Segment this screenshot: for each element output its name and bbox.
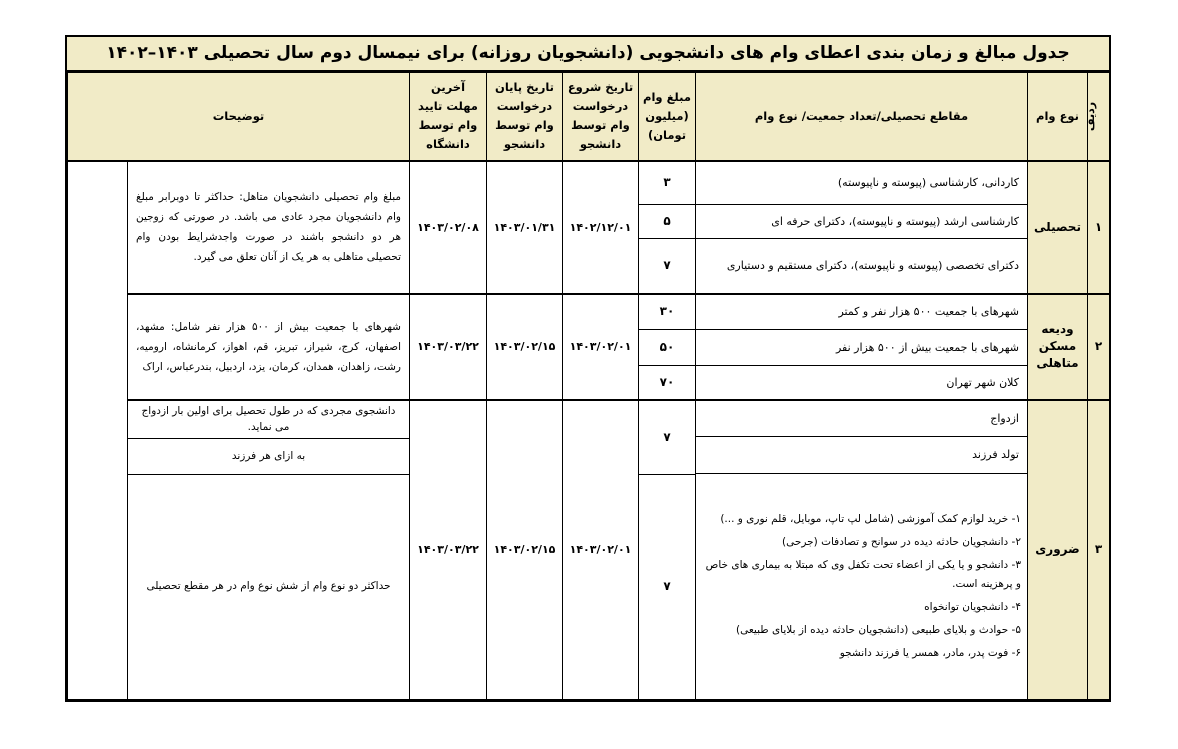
section-marriage: ازدواج (696, 401, 1027, 437)
list-item: ۲- دانشجویان حادثه دیده در سوانح و تصادفات (جرحی) (782, 535, 1021, 548)
start-date-cell: ۱۴۰۳/۰۲/۰۱ (563, 400, 639, 700)
table-row (68, 400, 1110, 700)
header-amount: مبلغ وام (میلیون تومان) (639, 73, 696, 161)
amount-cell: ۵ (639, 205, 696, 239)
emergency-list (696, 474, 1027, 699)
amount-cell: ۷۰ (639, 366, 696, 400)
list-item: ۳- دانشجو و یا یکی از اعضاء تحت تکفل وی که مبتلا به بیماری های خاص و پرهزینه است. (705, 558, 1021, 590)
section-cell: شهرهای با جمعیت ۵۰۰ هزار نفر و کمتر (696, 294, 1028, 330)
section-cell: دکترای تخصصی (پیوسته و ناپیوسته)، دکترای مستقیم و دستیاری (696, 239, 1028, 294)
note-cell: مبلغ وام تحصیلی دانشجویان متاهل: حداکثر تا دوبرابر مبلغ وام دانشجویان مجرد عادی می باشد. در صورتی که زوجین هر دو دانشجو باشند در صورت واجدشرایط بودن وام تحصیلی متاهلی به هر یک از آنان تعلق می گیرد. (128, 161, 410, 294)
loan-type-cell: تحصیلی (1028, 161, 1088, 294)
header-loan-type: نوع وام (1028, 73, 1088, 161)
emergency-amount-cell (639, 400, 696, 700)
list-item: ۴- دانشجویان توانخواه (924, 600, 1021, 613)
loan-table (67, 72, 1110, 700)
list-item: ۵- حوادث و بلایای طبیعی (دانشجویان حادثه دیده از بلایای طبیعی) (736, 623, 1021, 636)
header-end-date: تاریخ پایان درخواست وام توسط دانشجو (487, 73, 563, 161)
start-date-cell: ۱۴۰۲/۱۲/۰۱ (563, 161, 639, 294)
radif-cell: ۱ (1088, 161, 1110, 294)
deadline-cell: ۱۴۰۳/۰۲/۰۸ (410, 161, 487, 294)
amount-cell: ۷ (639, 239, 696, 294)
end-date-cell: ۱۴۰۳/۰۱/۳۱ (487, 161, 563, 294)
header-sections: مقاطع تحصیلی/تعداد جمعیت/ نوع وام (696, 73, 1028, 161)
section-birth: تولد فرزند (696, 437, 1027, 474)
section-cell: کاردانی، کارشناسی (پیوسته و ناپیوسته) (696, 161, 1028, 205)
list-item: ۱- خرید لوازم کمک آموزشی (شامل لپ تاپ، موبایل، قلم نوری و ...) (720, 512, 1021, 525)
end-date-cell: ۱۴۰۳/۰۲/۱۵ (487, 400, 563, 700)
list-item: ۶- فوت پدر، مادر، همسر یا فرزند دانشجو (839, 646, 1021, 659)
header-row (68, 73, 1110, 161)
header-deadline: آخرین مهلت تایید وام توسط دانشگاه (410, 73, 487, 161)
header-start-date: تاریخ شروع درخواست وام توسط دانشجو (563, 73, 639, 161)
section-cell: کارشناسی ارشد (پیوسته و ناپیوسته)، دکترای حرفه ای (696, 205, 1028, 239)
radif-cell: ۲ (1088, 294, 1110, 400)
amount-emergency: ۷ (663, 579, 671, 594)
header-notes: توضیحات (68, 73, 410, 161)
emergency-sections-cell (696, 400, 1028, 700)
note-emergency: حداکثر دو نوع وام از شش نوع وام در هر مقطع تحصیلی (146, 580, 391, 593)
start-date-cell: ۱۴۰۳/۰۲/۰۱ (563, 294, 639, 400)
section-cell: شهرهای با جمعیت بیش از ۵۰۰ هزار نفر (696, 330, 1028, 366)
amount-cell: ۳ (639, 161, 696, 205)
loan-schedule-sheet (65, 35, 1111, 702)
side-note-cell (68, 161, 128, 700)
deadline-cell: ۱۴۰۳/۰۳/۲۲ (410, 294, 487, 400)
end-date-cell: ۱۴۰۳/۰۲/۱۵ (487, 294, 563, 400)
amount-cell: ۵۰ (639, 330, 696, 366)
amount-family: ۷ (639, 401, 695, 475)
loan-type-cell: ودیعه مسکن متاهلی (1028, 294, 1088, 400)
loan-type-cell: ضروری (1028, 400, 1088, 700)
header-radif: ردیف (1088, 73, 1110, 161)
deadline-cell: ۱۴۰۳/۰۳/۲۲ (410, 400, 487, 700)
note-birth: به ازای هر فرزند (128, 439, 409, 475)
emergency-notes-cell (128, 400, 410, 700)
table-row (68, 294, 1110, 330)
note-cell: شهرهای با جمعیت بیش از ۵۰۰ هزار نفر شامل: مشهد، اصفهان، کرج، شیراز، تبریز، قم، اهواز، کرمانشاه، ارومیه، رشت، زاهدان، همدان، کرمان، یزد، اردبیل، بندرعباس، اراک (128, 294, 410, 400)
table-row (68, 161, 1110, 205)
note-marriage: دانشجوی مجردی که در طول تحصیل برای اولین بار ازدواج می نماید. (128, 401, 409, 439)
radif-cell: ۳ (1088, 400, 1110, 700)
section-cell: کلان شهر تهران (696, 366, 1028, 400)
amount-cell: ۳۰ (639, 294, 696, 330)
page-title: جدول مبالغ و زمان بندی اعطای وام های دانشجویی (دانشجویان روزانه) برای نیمسال دوم سال تحصیلی ۱۴۰۳–۱۴۰۲ (67, 37, 1109, 72)
